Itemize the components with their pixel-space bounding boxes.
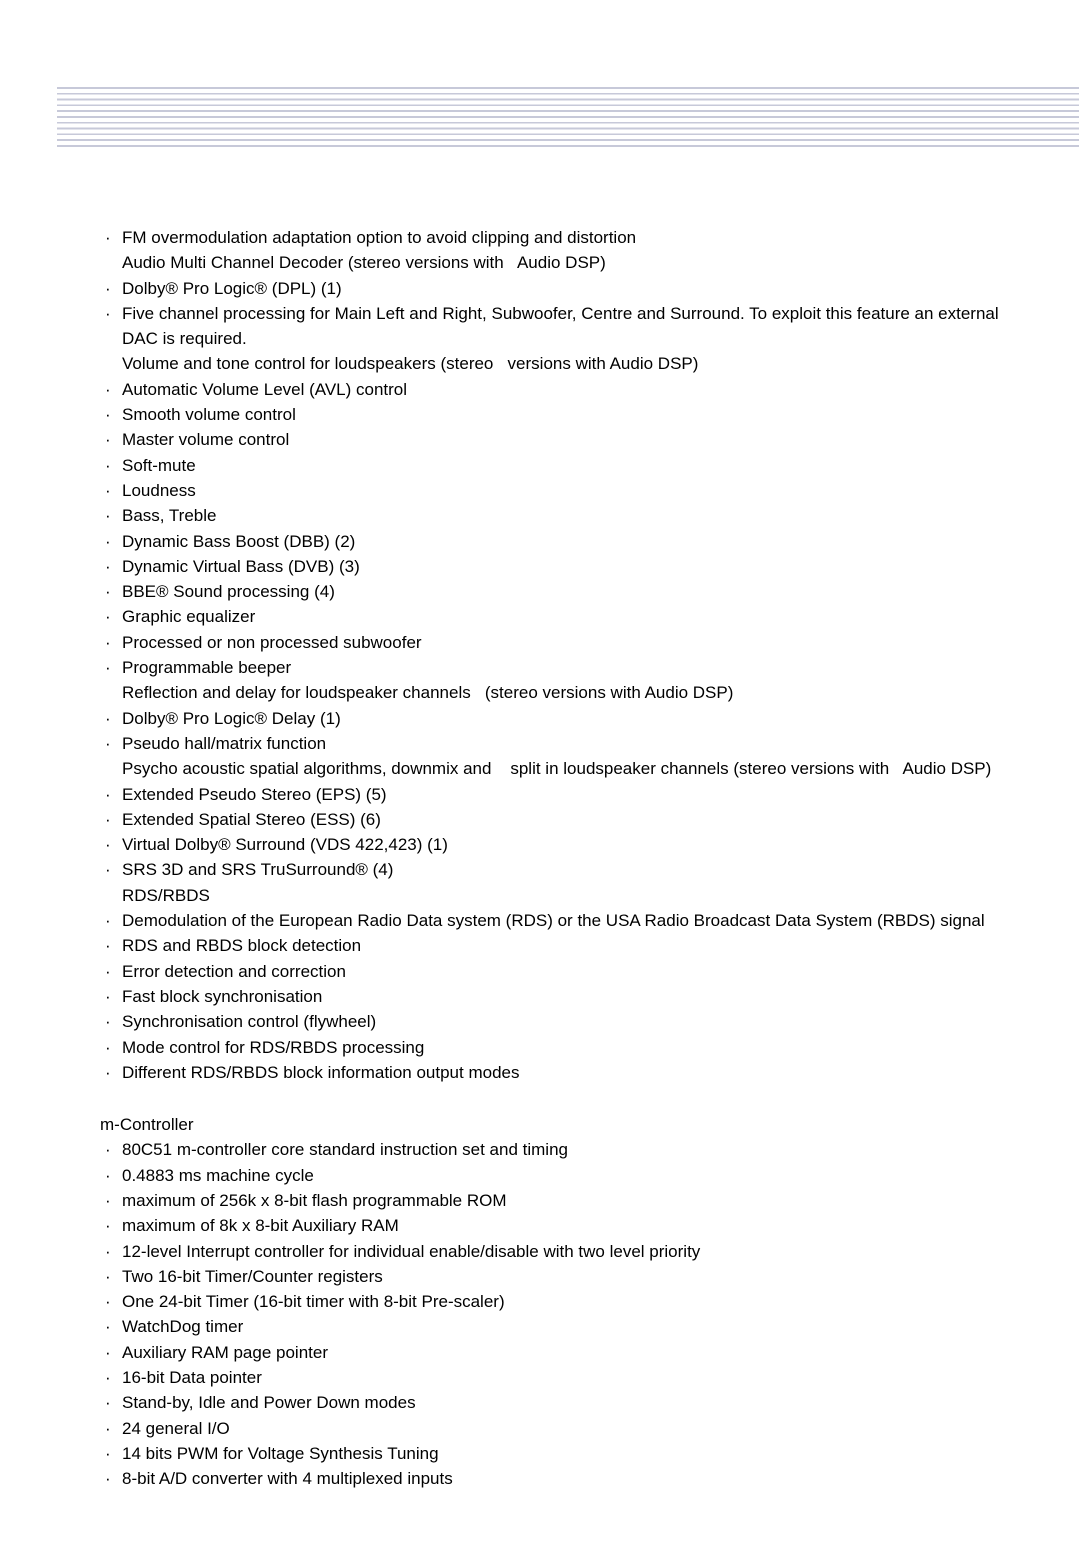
item-text: Loudness (122, 480, 196, 500)
item-text: 14 bits PWM for Voltage Synthesis Tuning (122, 1443, 439, 1463)
list-item (100, 706, 1035, 731)
list-item (100, 933, 1035, 958)
bullet-icon: · (105, 405, 111, 425)
list-item (100, 1390, 1035, 1415)
item-text: Dynamic Bass Boost (DBB) (2) (122, 531, 356, 551)
list-spacer (100, 1085, 1035, 1112)
bullet-icon: · (105, 1140, 111, 1160)
item-text: Extended Spatial Stereo (ESS) (6) (122, 809, 381, 829)
list-item (100, 1060, 1035, 1085)
item-text: Fast block synchronisation (122, 986, 323, 1006)
bullet-icon: · (105, 961, 111, 981)
item-text: Automatic Volume Level (AVL) control (122, 379, 408, 399)
bullet-icon: · (105, 379, 111, 399)
item-text: Five channel processing for Main Left and Right, Subwoofer, Centre and Surround. To exploit this feature an external DAC is required. (122, 303, 1004, 349)
list-item (100, 832, 1035, 857)
list-item (100, 1365, 1035, 1390)
item-text: One 24-bit Timer (16-bit timer with 8-bit Pre-scaler) (122, 1292, 505, 1312)
bullet-icon: · (105, 860, 111, 880)
item-text: 0.4883 ms machine cycle (122, 1165, 314, 1185)
list-item (100, 503, 1035, 528)
bullet-icon: · (105, 1443, 111, 1463)
item-text: Auxiliary RAM page pointer (122, 1342, 328, 1362)
list-item (100, 1441, 1035, 1466)
item-text: SRS 3D and SRS TruSurround® (4) (122, 860, 394, 880)
list-item (100, 731, 1035, 756)
bullet-icon: · (105, 1165, 111, 1185)
bullet-icon: · (105, 809, 111, 829)
item-text: Psycho acoustic spatial algorithms, downmix and split in loudspeaker channels (stereo versions with Audio DSP) (122, 759, 992, 779)
list-item (100, 554, 1035, 579)
list-item (100, 377, 1035, 402)
list-item (100, 301, 1035, 352)
list-item (100, 655, 1035, 680)
list-item (100, 579, 1035, 604)
item-text: Master volume control (122, 430, 290, 450)
bullet-icon: · (105, 1012, 111, 1032)
item-text: 12-level Interrupt controller for individual enable/disable with two level priority (122, 1241, 701, 1261)
item-text: Dynamic Virtual Bass (DVB) (3) (122, 556, 360, 576)
bullet-icon: · (105, 556, 111, 576)
bullet-icon: · (105, 936, 111, 956)
list-item (100, 250, 1035, 275)
item-text: 16-bit Data pointer (122, 1368, 262, 1388)
bullet-icon: · (105, 784, 111, 804)
list-item (100, 225, 1035, 250)
bullet-icon: · (105, 1418, 111, 1438)
list-item (100, 630, 1035, 655)
item-text: Synchronisation control (flywheel) (122, 1012, 377, 1032)
item-text: BBE® Sound processing (4) (122, 582, 335, 602)
bullet-icon: · (105, 430, 111, 450)
list-item (100, 680, 1035, 705)
item-text: Volume and tone control for loudspeakers (stereo versions with Audio DSP) (122, 354, 699, 374)
list-item (100, 402, 1035, 427)
item-text: Different RDS/RBDS block information output modes (122, 1062, 520, 1082)
bullet-icon: · (105, 1292, 111, 1312)
list-item (100, 604, 1035, 629)
list-item (100, 883, 1035, 908)
bullet-icon: · (105, 658, 111, 678)
item-text: Two 16-bit Timer/Counter registers (122, 1266, 383, 1286)
bullet-icon: · (105, 607, 111, 627)
item-text: Dolby® Pro Logic® Delay (1) (122, 708, 341, 728)
item-text: WatchDog timer (122, 1317, 244, 1337)
bullet-icon: · (105, 303, 111, 323)
bullet-icon: · (105, 506, 111, 526)
list-item (100, 1239, 1035, 1264)
item-text: Smooth volume control (122, 405, 296, 425)
item-text: 8-bit A/D converter with 4 multiplexed inputs (122, 1469, 453, 1489)
bullet-icon: · (105, 228, 111, 247)
list-item (100, 1314, 1035, 1339)
item-text: Processed or non processed subwoofer (122, 632, 422, 652)
bullet-icon: · (105, 278, 111, 298)
bullet-icon: · (105, 1190, 111, 1210)
bullet-icon: · (105, 1368, 111, 1388)
bullet-icon: · (105, 835, 111, 855)
item-text: Audio Multi Channel Decoder (stereo versions with Audio DSP) (122, 253, 606, 273)
item-text: Graphic equalizer (122, 607, 256, 627)
item-text: 24 general I/O (122, 1418, 230, 1438)
item-text: Bass, Treble (122, 506, 217, 526)
list-item (100, 1035, 1035, 1060)
list-item (100, 1264, 1035, 1289)
bullet-icon: · (105, 911, 111, 931)
list-item (100, 1466, 1035, 1491)
item-text: Soft-mute (122, 455, 196, 475)
section-title: m-Controller (100, 1115, 194, 1135)
list-item (100, 782, 1035, 807)
bullet-icon: · (105, 480, 111, 500)
list-item (100, 1289, 1035, 1314)
item-text: RDS and RBDS block detection (122, 936, 362, 956)
decorative-stripe-band (57, 87, 1079, 150)
bullet-icon: · (105, 1062, 111, 1082)
bullet-icon: · (105, 1342, 111, 1362)
bullet-icon: · (105, 1266, 111, 1286)
item-text: Dolby® Pro Logic® (DPL) (1) (122, 278, 342, 298)
list-item (100, 1213, 1035, 1238)
bullet-icon: · (105, 1216, 111, 1236)
list-item (100, 1188, 1035, 1213)
bullet-icon: · (105, 632, 111, 652)
item-text: Extended Pseudo Stereo (EPS) (5) (122, 784, 387, 804)
list-item (100, 959, 1035, 984)
list-item (100, 1163, 1035, 1188)
bullet-icon: · (105, 1037, 111, 1057)
list-item (100, 453, 1035, 478)
bullet-icon: · (105, 1393, 111, 1413)
list-item (100, 276, 1035, 301)
list-item (100, 1340, 1035, 1365)
bullet-icon: · (105, 708, 111, 728)
bullet-icon: · (105, 986, 111, 1006)
list-item (100, 529, 1035, 554)
list-item (100, 984, 1035, 1009)
item-text: Virtual Dolby® Surround (VDS 422,423) (1) (122, 835, 448, 855)
bullet-icon: · (105, 1317, 111, 1337)
item-text: Mode control for RDS/RBDS processing (122, 1037, 425, 1057)
item-text: maximum of 256k x 8-bit flash programmable ROM (122, 1190, 507, 1210)
list-item (100, 1137, 1035, 1162)
list-item (100, 908, 1035, 933)
item-text: 80C51 m-controller core standard instruction set and timing (122, 1140, 568, 1160)
list-item (100, 1416, 1035, 1441)
list-item (100, 427, 1035, 452)
feature-list (100, 225, 1035, 1492)
bullet-icon: · (105, 1241, 111, 1261)
list-item (100, 478, 1035, 503)
bullet-icon: · (105, 1469, 111, 1489)
list-item (100, 857, 1035, 882)
list-item (100, 351, 1035, 376)
item-text: Reflection and delay for loudspeaker channels (stereo versions with Audio DSP) (122, 683, 734, 703)
item-text: Stand-by, Idle and Power Down modes (122, 1393, 416, 1413)
item-text: RDS/RBDS (122, 885, 210, 905)
bullet-icon: · (105, 733, 111, 753)
bullet-icon: · (105, 455, 111, 475)
list-item (100, 1009, 1035, 1034)
item-text: maximum of 8k x 8-bit Auxiliary RAM (122, 1216, 399, 1236)
bullet-icon: · (105, 582, 111, 602)
item-text: FM overmodulation adaptation option to avoid clipping and distortion (122, 228, 637, 247)
bullet-icon: · (105, 531, 111, 551)
section-heading (100, 1112, 1035, 1137)
list-item (100, 756, 1035, 781)
list-item (100, 807, 1035, 832)
item-text: Demodulation of the European Radio Data system (RDS) or the USA Radio Broadcast Data System (RBDS) signal (122, 911, 985, 931)
item-text: Pseudo hall/matrix function (122, 733, 327, 753)
item-text: Programmable beeper (122, 658, 292, 678)
item-text: Error detection and correction (122, 961, 346, 981)
